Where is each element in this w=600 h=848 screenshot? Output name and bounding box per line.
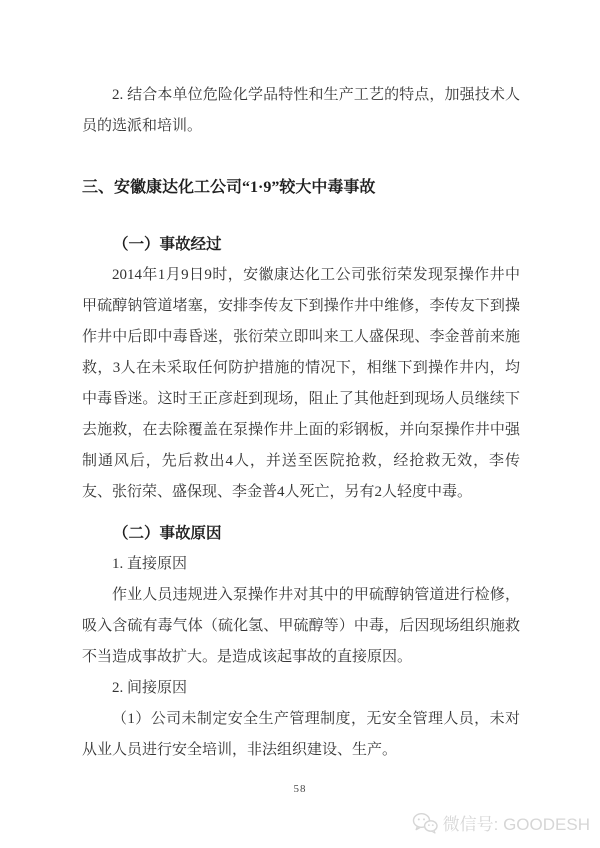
- paragraph-accident-course: 2014年1月9日9时，安徽康达化工公司张衍荣发现泵操作井中甲硫醇钠管道堵塞，安排李传友下到操作井中维修，李传友下到操作井中后即中毒昏迷，张衍荣立即叫来工人盛保现、李金普前来施救，3人在未采取任何防护措施的情况下，相继下到操作井内，均中毒昏迷。这时王正彦赶到现场，阻止了其他赶到现场人员继续下去施救，在去除覆盖在泵操作井上面的彩钢板，并向泵操作井中强制通风后，先后救出4人，并送至医院抢救，经抢救无效，李传友、张衍荣、盛保现、李金普4人死亡，另有2人轻度中毒。: [82, 267, 520, 500]
- paragraph-indirect-cause-1: （1）公司未制定安全生产管理制度，无安全管理人员，未对从业人员进行安全培训，非法组织建设、生产。: [82, 711, 520, 758]
- list-heading-direct-cause: 1. 直接原因: [112, 556, 188, 572]
- subsection-heading-accident-causes: （二）事故原因: [113, 525, 222, 542]
- watermark-label: 微信号: GOODESH: [442, 815, 590, 834]
- page-number: 58: [293, 783, 307, 795]
- wechat-watermark: [412, 810, 590, 835]
- subsection-heading-accident-course: （一）事故经过: [113, 236, 222, 253]
- paragraph-direct-cause: 作业人员违规进入泵操作井对其中的甲硫醇钠管道进行检修，吸入含硫有毒气体（硫化氢、甲硫醇等）中毒，后因现场组织施救不当造成事故扩大。是造成该起事故的直接原因。: [82, 587, 520, 665]
- section-heading-anhui-kangda: 三、安徽康达化工公司“1·9”较大中毒事故: [82, 179, 376, 196]
- list-heading-indirect-cause: 2. 间接原因: [112, 680, 188, 696]
- wechat-icon: [412, 812, 438, 834]
- page-content: [82, 80, 520, 766]
- paragraph-training: 2. 结合本单位危险化学品特性和生产工艺的特点，加强技术人员的选派和培训。: [82, 87, 520, 134]
